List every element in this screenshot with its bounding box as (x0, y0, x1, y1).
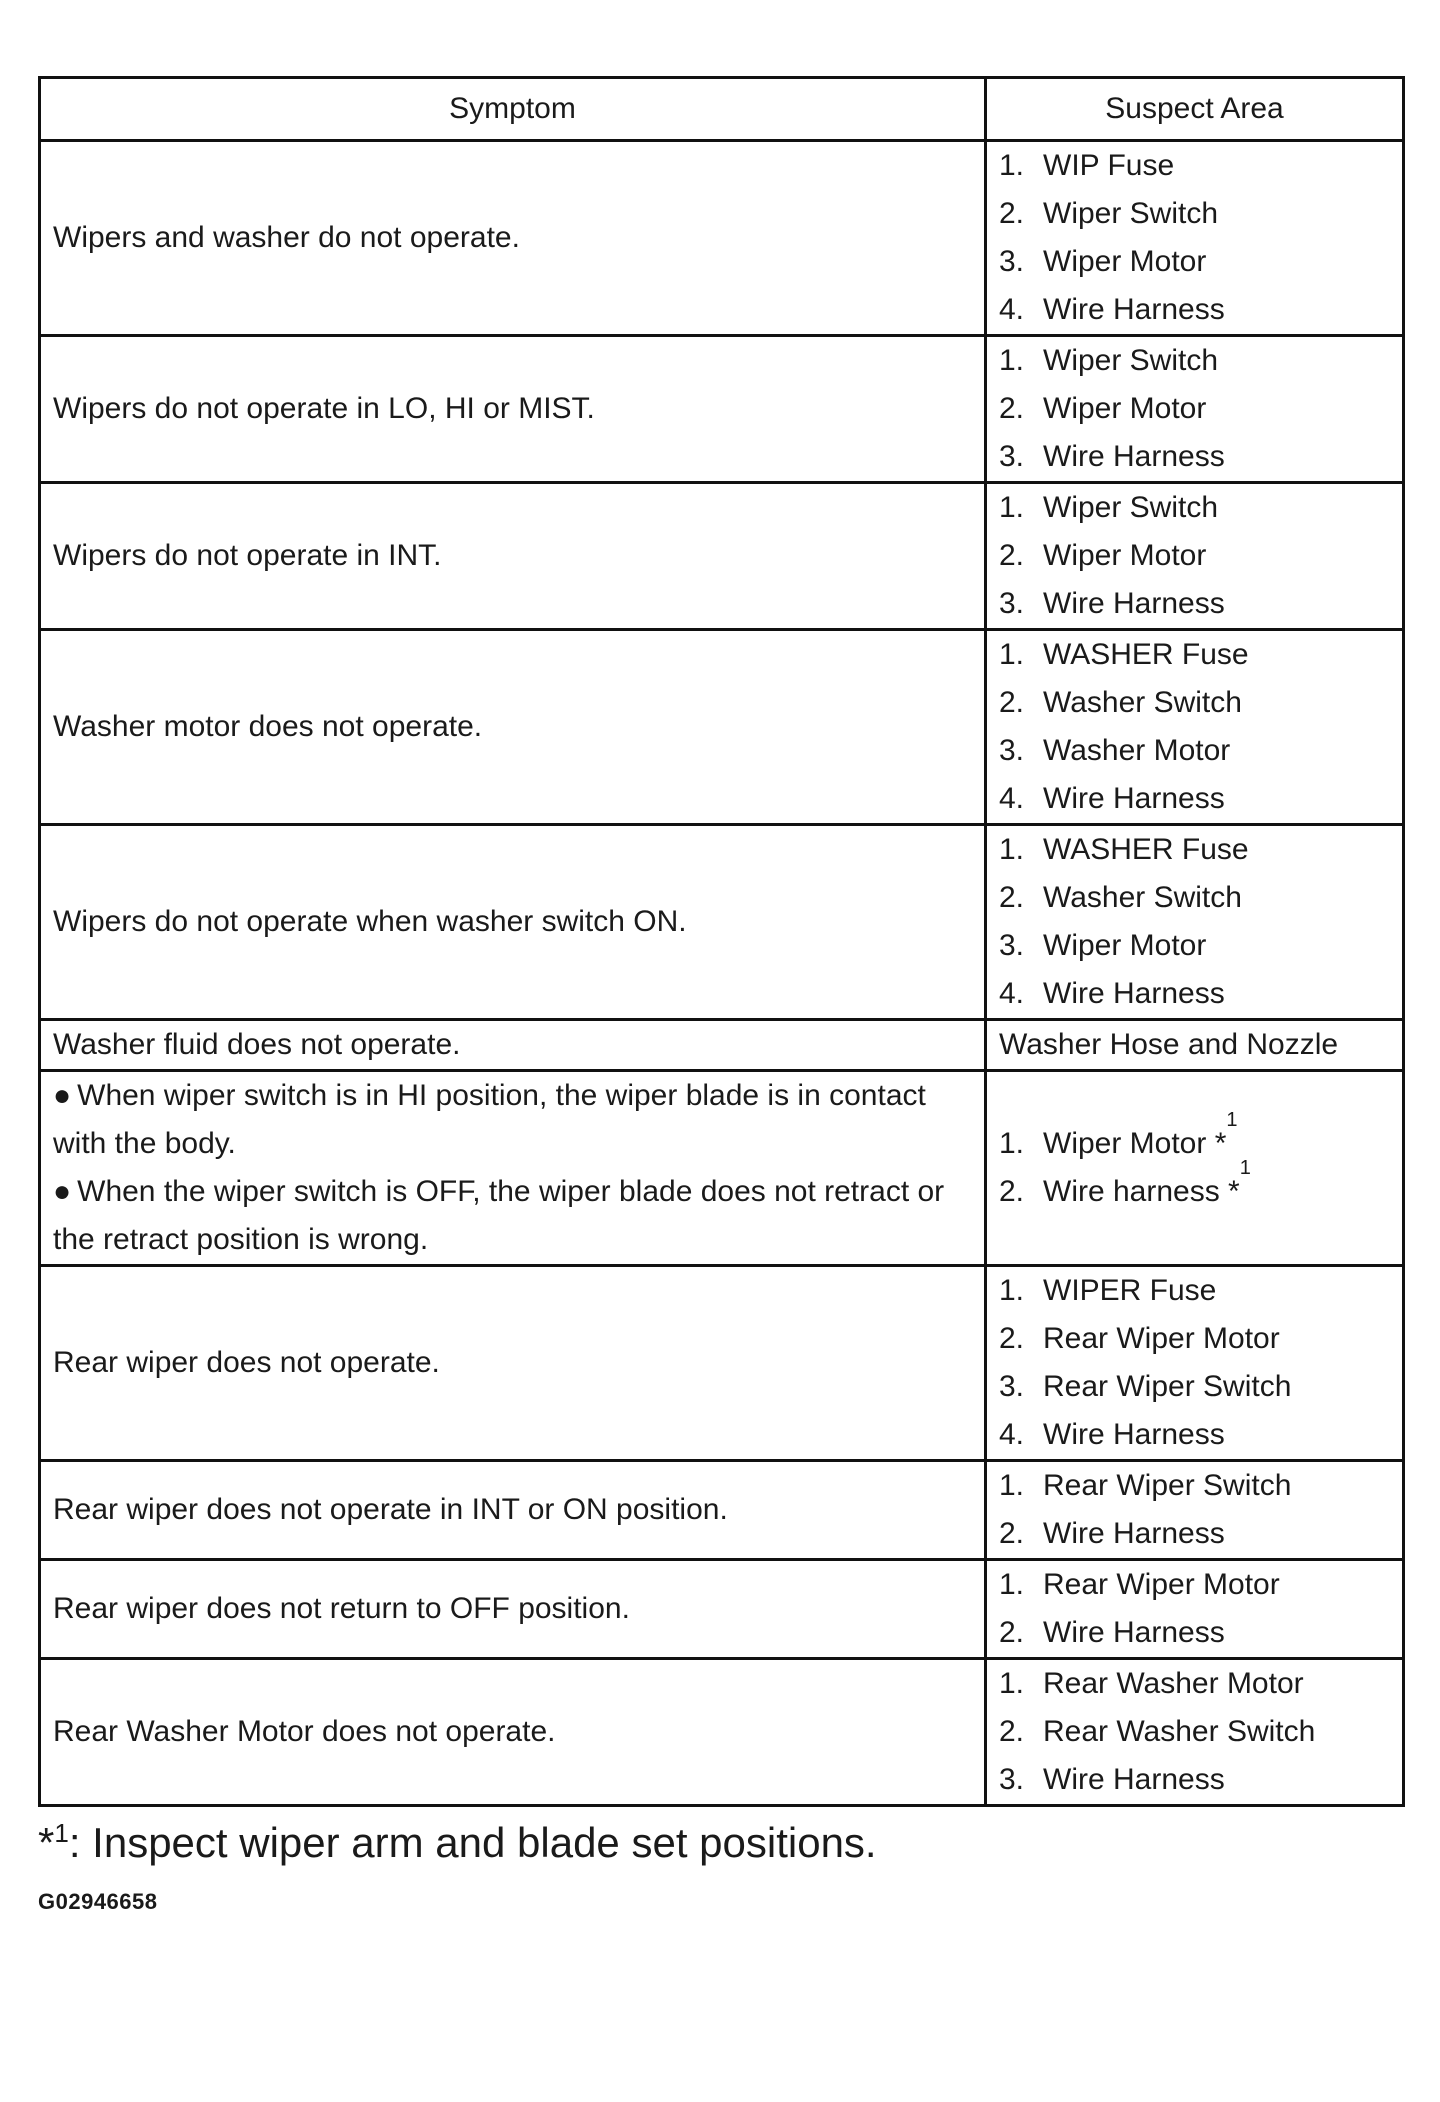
suspect-text: Wiper Switch (1043, 344, 1219, 377)
suspect-text: Wiper Motor (1043, 392, 1207, 425)
bullet-text: When wiper switch is in HI position, the wiper blade is in contact with the body. (53, 1079, 926, 1160)
symptom-bullet (53, 1072, 972, 1168)
suspect-text: Wire Harness (1043, 977, 1225, 1010)
figure-id: G02946658 (38, 1889, 158, 1914)
suspect-number: 1. (999, 344, 1025, 377)
footnote-mark: * (38, 1819, 55, 1866)
suspect-text: Washer Switch (1043, 881, 1242, 914)
bullet-text: When the wiper switch is OFF, the wiper blade does not retract or the retract position is wrong. (53, 1175, 945, 1256)
suspect-number: 2. (999, 1715, 1025, 1748)
suspect-item (999, 1267, 1390, 1315)
suspect-number: 2. (999, 686, 1025, 719)
table-row (40, 1461, 1404, 1560)
table-row (40, 825, 1404, 1020)
suspect-number: 3. (999, 1370, 1025, 1403)
suspect-number: 3. (999, 440, 1025, 473)
suspect-item (999, 286, 1390, 334)
suspect-item (999, 190, 1390, 238)
suspect-list (999, 484, 1390, 628)
suspect-number: 2. (999, 539, 1025, 572)
suspect-area-cell (986, 483, 1404, 630)
suspect-text: Wiper Motor (1043, 245, 1207, 278)
problem-symptoms-table (38, 76, 1405, 1807)
suspect-text: WIP Fuse (1043, 149, 1175, 182)
suspect-number: 4. (999, 293, 1025, 326)
suspect-text: Wiper Switch (1043, 491, 1219, 524)
suspect-list (999, 1561, 1390, 1657)
suspect-item (999, 580, 1390, 628)
suspect-list (999, 337, 1390, 481)
suspect-text: Wiper Motor (1043, 929, 1207, 962)
suspect-item (999, 484, 1390, 532)
suspect-area-cell (986, 141, 1404, 336)
suspect-text: Washer Switch (1043, 686, 1242, 719)
suspect-item (999, 337, 1390, 385)
suspect-number: 1. (999, 833, 1025, 866)
table-row (40, 336, 1404, 483)
suspect-list (999, 1267, 1390, 1459)
suspect-item (999, 433, 1390, 481)
suspect-text: Wire Harness (1043, 293, 1225, 326)
suspect-number: 4. (999, 782, 1025, 815)
suspect-item (999, 1660, 1390, 1708)
suspect-text: Wire harness * (1043, 1175, 1240, 1208)
suspect-area-cell: Washer Hose and Nozzle (986, 1020, 1404, 1071)
symptom-cell (40, 1071, 986, 1266)
suspect-area-cell (986, 1659, 1404, 1806)
suspect-text: WASHER Fuse (1043, 638, 1249, 671)
symptom-cell: Washer motor does not operate. (40, 630, 986, 825)
suspect-item (999, 385, 1390, 433)
suspect-area-column-header: Suspect Area (986, 78, 1404, 141)
symptom-cell: Wipers do not operate in INT. (40, 483, 986, 630)
suspect-text: Rear Washer Switch (1043, 1715, 1316, 1748)
suspect-text: Wire Harness (1043, 587, 1225, 620)
suspect-area-cell (986, 630, 1404, 825)
table-row (40, 1020, 1404, 1071)
suspect-number: 3. (999, 929, 1025, 962)
suspect-text: Wire Harness (1043, 1763, 1225, 1796)
suspect-area-cell (986, 1461, 1404, 1560)
suspect-item (999, 727, 1390, 775)
suspect-number: 2. (999, 392, 1025, 425)
suspect-text: Wire Harness (1043, 1517, 1225, 1550)
symptom-cell: Rear wiper does not operate in INT or ON position. (40, 1461, 986, 1560)
suspect-item (999, 775, 1390, 823)
symptom-column-header: Symptom (40, 78, 986, 141)
bullet-icon: ● (53, 1175, 72, 1208)
table-row (40, 1560, 1404, 1659)
suspect-item (999, 826, 1390, 874)
suspect-item (999, 1411, 1390, 1459)
suspect-text: Washer Motor (1043, 734, 1231, 767)
suspect-item (999, 922, 1390, 970)
suspect-number: 2. (999, 1322, 1025, 1355)
suspect-item (999, 1462, 1390, 1510)
suspect-item (999, 1363, 1390, 1411)
symptom-cell: Wipers and washer do not operate. (40, 141, 986, 336)
suspect-list (999, 142, 1390, 334)
suspect-number: 3. (999, 245, 1025, 278)
table-row (40, 1266, 1404, 1461)
suspect-text: Rear Wiper Switch (1043, 1469, 1292, 1502)
suspect-number: 1. (999, 1568, 1025, 1601)
symptom-cell: Washer fluid does not operate. (40, 1020, 986, 1071)
suspect-number: 1. (999, 1667, 1025, 1700)
suspect-number: 2. (999, 1616, 1025, 1649)
suspect-number: 2. (999, 197, 1025, 230)
suspect-number: 1. (999, 491, 1025, 524)
table-row (40, 1071, 1404, 1266)
suspect-text: Rear Washer Motor (1043, 1667, 1304, 1700)
bullet-icon: ● (53, 1079, 72, 1112)
suspect-text: Wire Harness (1043, 1418, 1225, 1451)
suspect-number: 1. (999, 149, 1025, 182)
suspect-item (999, 238, 1390, 286)
suspect-area-cell (986, 336, 1404, 483)
table-row (40, 1659, 1404, 1806)
table-header-row (40, 78, 1404, 141)
suspect-list (999, 631, 1390, 823)
footnote-text: : Inspect wiper arm and blade set positions. (68, 1819, 877, 1866)
suspect-item (999, 1315, 1390, 1363)
footnote-sup: 1 (54, 1818, 69, 1848)
suspect-number: 3. (999, 587, 1025, 620)
document-page (38, 76, 1404, 1915)
suspect-list (999, 826, 1390, 1018)
suspect-item (999, 970, 1390, 1018)
symptom-cell: Rear wiper does not operate. (40, 1266, 986, 1461)
suspect-number: 1. (999, 638, 1025, 671)
suspect-number: 2. (999, 1517, 1025, 1550)
suspect-text: Rear Wiper Switch (1043, 1370, 1292, 1403)
table-row (40, 483, 1404, 630)
suspect-number: 4. (999, 1418, 1025, 1451)
symptom-cell: Rear Washer Motor does not operate. (40, 1659, 986, 1806)
suspect-list (999, 1660, 1390, 1804)
suspect-area-cell (986, 1071, 1404, 1266)
suspect-area-cell (986, 1560, 1404, 1659)
suspect-item (999, 1109, 1390, 1168)
suspect-number: 2. (999, 1175, 1025, 1208)
symptom-cell: Wipers do not operate when washer switch ON. (40, 825, 986, 1020)
suspect-text: Rear Wiper Motor (1043, 1568, 1280, 1601)
suspect-number: 1. (999, 1469, 1025, 1502)
suspect-number: 4. (999, 977, 1025, 1010)
suspect-item (999, 1756, 1390, 1804)
suspect-text: Wire Harness (1043, 440, 1225, 473)
suspect-text: Wiper Switch (1043, 197, 1219, 230)
suspect-text: WASHER Fuse (1043, 833, 1249, 866)
suspect-number: 1. (999, 1274, 1025, 1307)
symptom-cell: Wipers do not operate in LO, HI or MIST. (40, 336, 986, 483)
suspect-number: 3. (999, 734, 1025, 767)
footnote (38, 1817, 1404, 1869)
suspect-item (999, 142, 1390, 190)
suspect-text: Wiper Motor * (1043, 1127, 1227, 1160)
suspect-list (999, 1462, 1390, 1558)
suspect-item (999, 1561, 1390, 1609)
symptom-bullet (53, 1168, 972, 1264)
suspect-item (999, 874, 1390, 922)
table-row (40, 630, 1404, 825)
suspect-item (999, 1157, 1390, 1216)
suspect-text: Rear Wiper Motor (1043, 1322, 1280, 1355)
suspect-item (999, 631, 1390, 679)
suspect-area-cell (986, 1266, 1404, 1461)
suspect-item (999, 1708, 1390, 1756)
suspect-area-cell (986, 825, 1404, 1020)
suspect-text: Wire Harness (1043, 782, 1225, 815)
table-row (40, 141, 1404, 336)
table-body (40, 141, 1404, 1806)
suspect-item (999, 1609, 1390, 1657)
suspect-text: WIPER Fuse (1043, 1274, 1217, 1307)
suspect-number: 3. (999, 1763, 1025, 1796)
suspect-list (999, 1109, 1390, 1216)
symptom-cell: Rear wiper does not return to OFF position. (40, 1560, 986, 1659)
footnote-reference: 1 (1226, 1109, 1238, 1131)
suspect-text: Wire Harness (1043, 1616, 1225, 1649)
suspect-text: Wiper Motor (1043, 539, 1207, 572)
suspect-item (999, 1510, 1390, 1558)
suspect-item (999, 679, 1390, 727)
suspect-number: 2. (999, 881, 1025, 914)
suspect-number: 1. (999, 1127, 1025, 1160)
suspect-item (999, 532, 1390, 580)
footnote-reference: 1 (1239, 1157, 1251, 1179)
